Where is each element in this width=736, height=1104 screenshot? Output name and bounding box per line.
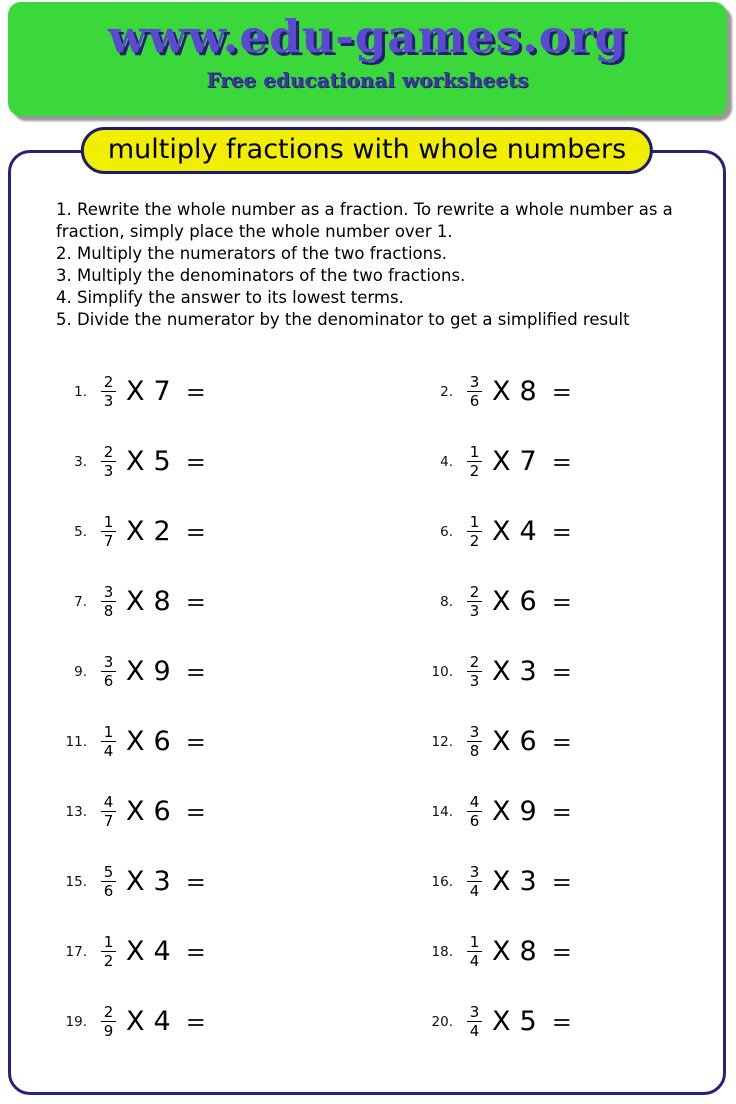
fraction-denominator: 2 xyxy=(469,462,480,481)
problem-row xyxy=(367,777,723,847)
problem-number: 14. xyxy=(431,803,453,820)
problem-row xyxy=(11,637,367,707)
fraction-denominator: 6 xyxy=(103,882,114,901)
problem-number: 10. xyxy=(431,663,453,680)
fraction xyxy=(466,864,483,899)
problem-row xyxy=(11,847,367,917)
multiply-sign: X xyxy=(492,376,511,408)
equals-sign: = xyxy=(185,937,206,966)
equals-sign: = xyxy=(551,377,572,406)
fraction-denominator: 4 xyxy=(469,882,480,901)
fraction-numerator: 2 xyxy=(467,654,483,672)
whole-number: 8 xyxy=(519,936,537,968)
fraction-numerator: 1 xyxy=(101,514,117,532)
fraction xyxy=(100,864,117,899)
multiply-sign: X xyxy=(492,726,511,758)
problem-row xyxy=(11,497,367,567)
problem-number: 16. xyxy=(431,873,453,890)
fraction-numerator: 3 xyxy=(101,654,117,672)
fraction-numerator: 4 xyxy=(101,794,117,812)
problem-number: 11. xyxy=(65,733,87,750)
problem-row xyxy=(367,497,723,567)
fraction-numerator: 1 xyxy=(101,724,117,742)
whole-number: 4 xyxy=(153,936,171,968)
problem-number: 6. xyxy=(440,523,453,540)
fraction-numerator: 1 xyxy=(467,934,483,952)
problem-row xyxy=(11,707,367,777)
equals-sign: = xyxy=(185,447,206,476)
equals-sign: = xyxy=(551,797,572,826)
fraction xyxy=(100,1004,117,1039)
equals-sign: = xyxy=(551,587,572,616)
fraction-numerator: 3 xyxy=(467,1004,483,1022)
fraction-numerator: 1 xyxy=(467,514,483,532)
fraction xyxy=(100,724,117,759)
whole-number: 5 xyxy=(153,446,171,478)
problem-row xyxy=(11,567,367,637)
equals-sign: = xyxy=(185,587,206,616)
multiply-sign: X xyxy=(126,586,145,618)
fraction xyxy=(466,654,483,689)
multiply-sign: X xyxy=(492,866,511,898)
problem-number: 20. xyxy=(431,1013,453,1030)
whole-number: 8 xyxy=(153,586,171,618)
whole-number: 6 xyxy=(519,586,537,618)
equals-sign: = xyxy=(551,937,572,966)
equals-sign: = xyxy=(185,867,206,896)
fraction-numerator: 1 xyxy=(467,444,483,462)
fraction-numerator: 2 xyxy=(101,374,117,392)
site-header-banner xyxy=(8,2,727,116)
problem-number: 17. xyxy=(65,943,87,960)
problem-row xyxy=(367,987,723,1057)
whole-number: 9 xyxy=(519,796,537,828)
problem-number: 19. xyxy=(65,1013,87,1030)
fraction-numerator: 3 xyxy=(467,724,483,742)
instruction-step-3: 3. Multiply the denominators of the two fractions. xyxy=(56,265,466,285)
whole-number: 3 xyxy=(153,866,171,898)
fraction-denominator: 6 xyxy=(469,812,480,831)
problem-row xyxy=(367,567,723,637)
equals-sign: = xyxy=(551,447,572,476)
problem-row xyxy=(11,987,367,1057)
fraction-denominator: 8 xyxy=(103,602,114,621)
instruction-step-4: 4. Simplify the answer to its lowest terms. xyxy=(56,287,404,307)
problem-number: 5. xyxy=(74,523,87,540)
fraction-denominator: 7 xyxy=(103,532,114,551)
problem-number: 15. xyxy=(65,873,87,890)
whole-number: 5 xyxy=(519,1006,537,1038)
problem-number: 2. xyxy=(440,383,453,400)
fraction-denominator: 2 xyxy=(103,952,114,971)
equals-sign: = xyxy=(185,1007,206,1036)
multiply-sign: X xyxy=(126,866,145,898)
problem-number: 13. xyxy=(65,803,87,820)
fraction-denominator: 7 xyxy=(103,812,114,831)
whole-number: 2 xyxy=(153,516,171,548)
site-title: www.edu-games.org xyxy=(108,10,627,63)
fraction xyxy=(466,444,483,479)
fraction-numerator: 3 xyxy=(101,584,117,602)
instructions-block xyxy=(11,153,723,331)
fraction-numerator: 5 xyxy=(101,864,117,882)
fraction xyxy=(466,794,483,829)
fraction-numerator: 3 xyxy=(467,864,483,882)
multiply-sign: X xyxy=(126,446,145,478)
problem-number: 1. xyxy=(74,383,87,400)
multiply-sign: X xyxy=(126,656,145,688)
problems-grid xyxy=(11,357,723,1057)
problem-row xyxy=(11,917,367,987)
multiply-sign: X xyxy=(126,376,145,408)
fraction-denominator: 3 xyxy=(103,462,114,481)
whole-number: 6 xyxy=(153,726,171,758)
whole-number: 3 xyxy=(519,866,537,898)
problem-number: 8. xyxy=(440,593,453,610)
multiply-sign: X xyxy=(126,726,145,758)
problem-row xyxy=(367,427,723,497)
problem-row xyxy=(11,427,367,497)
fraction-denominator: 6 xyxy=(103,672,114,691)
fraction xyxy=(466,1004,483,1039)
fraction xyxy=(100,374,117,409)
whole-number: 8 xyxy=(519,376,537,408)
equals-sign: = xyxy=(551,727,572,756)
fraction xyxy=(100,444,117,479)
fraction xyxy=(100,794,117,829)
fraction-denominator: 8 xyxy=(469,742,480,761)
whole-number: 3 xyxy=(519,656,537,688)
fraction xyxy=(466,724,483,759)
instruction-step-2: 2. Multiply the numerators of the two fractions. xyxy=(56,243,447,263)
equals-sign: = xyxy=(551,867,572,896)
whole-number: 4 xyxy=(519,516,537,548)
fraction xyxy=(100,934,117,969)
whole-number: 6 xyxy=(153,796,171,828)
instruction-step-5: 5. Divide the numerator by the denominator to get a simplified result xyxy=(56,309,630,329)
worksheet-title-banner: multiply fractions with whole numbers xyxy=(81,127,653,174)
equals-sign: = xyxy=(185,377,206,406)
whole-number: 7 xyxy=(153,376,171,408)
instruction-step-1: 1. Rewrite the whole number as a fraction. To rewrite a whole number as a fraction, simply place the whole number over 1. xyxy=(56,200,673,241)
multiply-sign: X xyxy=(126,796,145,828)
problem-row xyxy=(11,357,367,427)
fraction-numerator: 2 xyxy=(101,1004,117,1022)
problem-row xyxy=(367,707,723,777)
fraction xyxy=(466,514,483,549)
whole-number: 4 xyxy=(153,1006,171,1038)
site-tagline: Free educational worksheets xyxy=(206,67,529,92)
worksheet-box xyxy=(8,134,726,1095)
problem-row xyxy=(367,357,723,427)
multiply-sign: X xyxy=(492,796,511,828)
multiply-sign: X xyxy=(492,1006,511,1038)
equals-sign: = xyxy=(551,657,572,686)
fraction-numerator: 3 xyxy=(467,374,483,392)
fraction-denominator: 4 xyxy=(469,952,480,971)
equals-sign: = xyxy=(185,797,206,826)
multiply-sign: X xyxy=(126,1006,145,1038)
fraction xyxy=(100,654,117,689)
fraction-denominator: 6 xyxy=(469,392,480,411)
fraction-denominator: 3 xyxy=(103,392,114,411)
multiply-sign: X xyxy=(126,516,145,548)
whole-number: 7 xyxy=(519,446,537,478)
fraction xyxy=(100,584,117,619)
whole-number: 9 xyxy=(153,656,171,688)
problem-row xyxy=(367,637,723,707)
fraction xyxy=(466,934,483,969)
problem-number: 18. xyxy=(431,943,453,960)
fraction-numerator: 2 xyxy=(467,584,483,602)
fraction-denominator: 9 xyxy=(103,1022,114,1041)
fraction xyxy=(100,514,117,549)
multiply-sign: X xyxy=(126,936,145,968)
problem-number: 7. xyxy=(74,593,87,610)
fraction-denominator: 3 xyxy=(469,602,480,621)
whole-number: 6 xyxy=(519,726,537,758)
fraction-denominator: 3 xyxy=(469,672,480,691)
problem-number: 12. xyxy=(431,733,453,750)
multiply-sign: X xyxy=(492,446,511,478)
equals-sign: = xyxy=(185,727,206,756)
equals-sign: = xyxy=(185,657,206,686)
multiply-sign: X xyxy=(492,656,511,688)
problem-row xyxy=(367,847,723,917)
equals-sign: = xyxy=(551,517,572,546)
multiply-sign: X xyxy=(492,936,511,968)
fraction-numerator: 2 xyxy=(101,444,117,462)
fraction xyxy=(466,374,483,409)
equals-sign: = xyxy=(185,517,206,546)
fraction-denominator: 2 xyxy=(469,532,480,551)
multiply-sign: X xyxy=(492,586,511,618)
fraction-numerator: 1 xyxy=(101,934,117,952)
problem-number: 9. xyxy=(74,663,87,680)
fraction-denominator: 4 xyxy=(469,1022,480,1041)
problem-row xyxy=(11,777,367,847)
problem-number: 4. xyxy=(440,453,453,470)
fraction-numerator: 4 xyxy=(467,794,483,812)
problems-column-left xyxy=(11,357,367,1057)
problem-row xyxy=(367,917,723,987)
multiply-sign: X xyxy=(492,516,511,548)
problem-number: 3. xyxy=(74,453,87,470)
problems-column-right xyxy=(367,357,723,1057)
fraction-denominator: 4 xyxy=(103,742,114,761)
fraction xyxy=(466,584,483,619)
equals-sign: = xyxy=(551,1007,572,1036)
